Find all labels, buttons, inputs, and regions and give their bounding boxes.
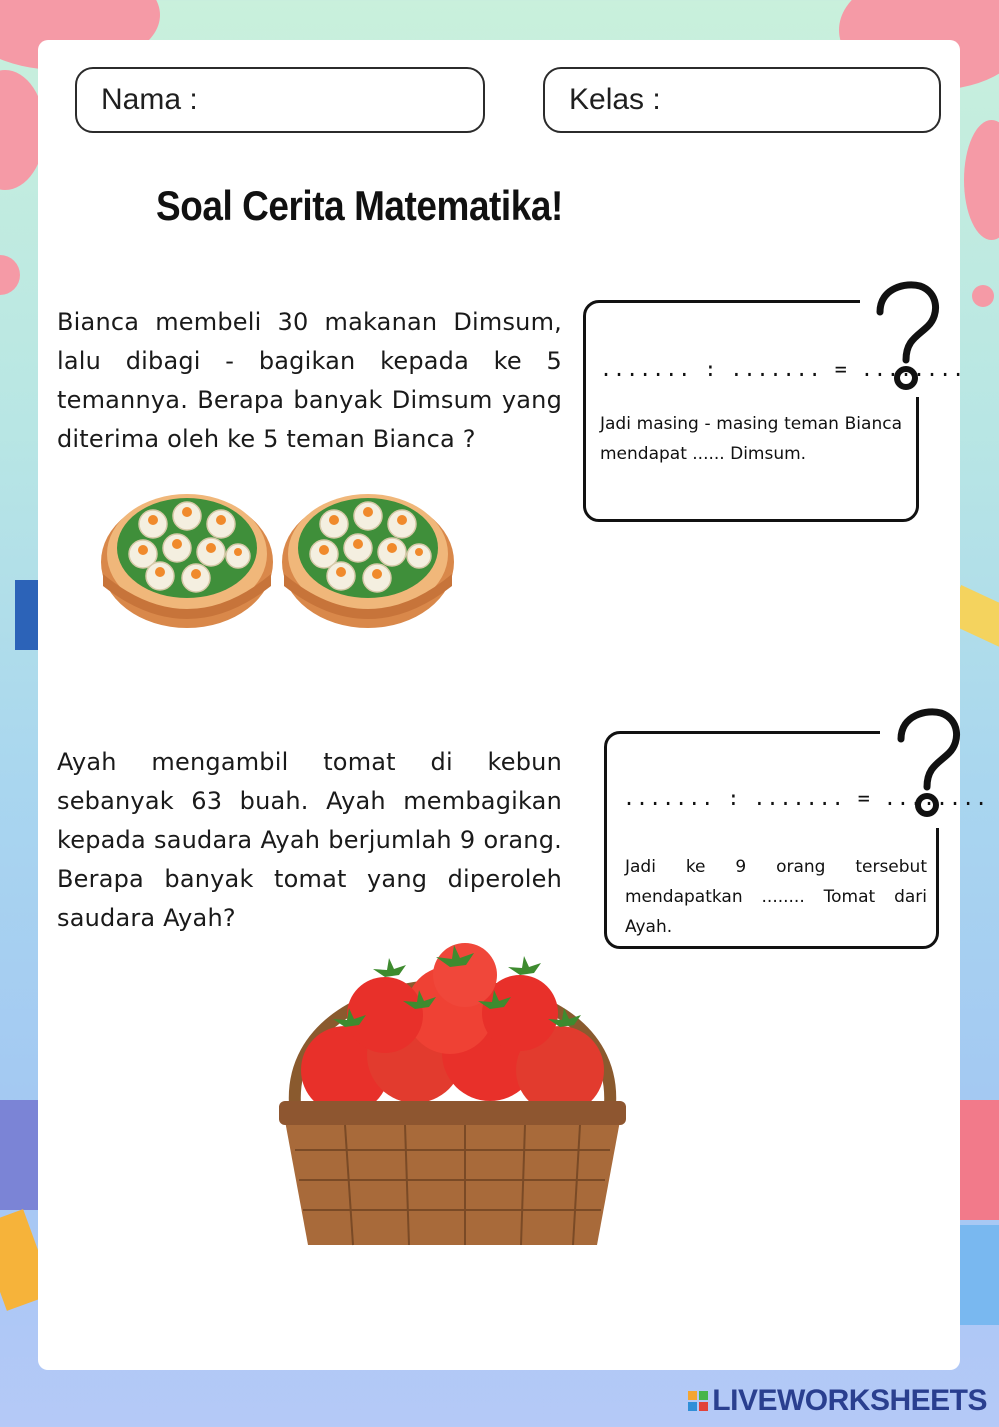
name-label: Nama :: [101, 83, 198, 116]
question-mark-icon: [868, 278, 944, 390]
dimsum-steamer-icon: [279, 474, 457, 634]
tomato-basket-icon: [275, 905, 630, 1260]
problem-2-equation[interactable]: ....... : ....... = ........: [623, 786, 989, 810]
dimsum-steamer-icon: [98, 474, 276, 634]
page-title: Soal Cerita Matematika!: [156, 182, 563, 229]
problem-2-conclusion: Jadi ke 9 orang tersebut mendapatkan ........ Tomat dari Ayah.: [625, 857, 927, 937]
name-field[interactable]: [75, 67, 485, 133]
problem-1-equation[interactable]: ....... : ....... = ........: [600, 357, 966, 381]
problem-1-story: Bianca membeli 30 makanan Dimsum, lalu dibagi - bagikan kepada ke 5 temannya. Berapa banyak Dimsum yang diterima oleh ke 5 teman Bianca ?: [57, 308, 562, 453]
decor-block-bottom-left: [0, 1100, 40, 1210]
decor-block-bottom-right: [959, 1100, 999, 1220]
decor-dot-right: [972, 285, 994, 307]
decor-block-bottom-right-2: [959, 1225, 999, 1325]
problem-2-story: Ayah mengambil tomat di kebun sebanyak 63 buah. Ayah membagikan kepada saudara Ayah berjumlah 9 orang. Berapa banyak tomat yang diperoleh saudara Ayah?: [57, 748, 562, 932]
problem-1-conclusion: Jadi masing - masing teman Bianca mendapat ...... Dimsum.: [600, 414, 902, 464]
liveworksheets-brand[interactable]: [688, 1384, 987, 1418]
class-label: Kelas :: [569, 83, 661, 116]
question-mark-icon: [889, 705, 965, 817]
liveworksheets-logo-icon: [688, 1391, 708, 1411]
decor-blob-right: [964, 120, 999, 240]
decor-dot-left: [0, 255, 20, 295]
class-field[interactable]: [543, 67, 941, 133]
brand-text: LIVEWORKSHEETS: [712, 1384, 987, 1417]
